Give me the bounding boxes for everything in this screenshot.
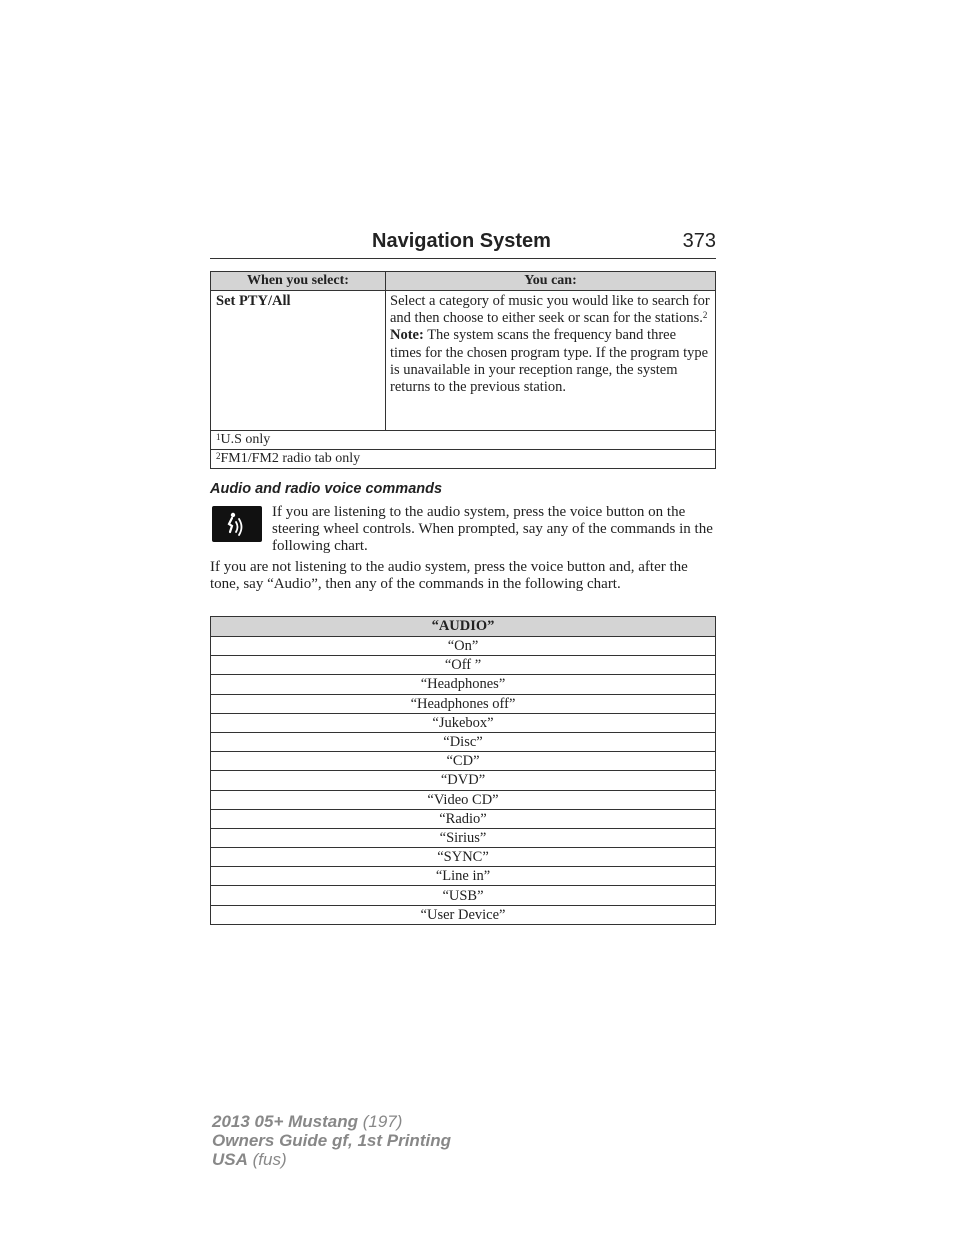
audio-command: “Headphones off” [211,694,716,713]
column-header-can: You can: [386,272,716,291]
audio-command: “User Device” [211,905,716,924]
audio-command: “Jukebox” [211,713,716,732]
footer-model-code: (197) [358,1112,403,1131]
footer-guide: Owners Guide gf, 1st Printing [212,1131,451,1150]
footnote-ref: 2 [702,310,708,321]
audio-header: “AUDIO” [211,617,716,637]
select-cell: Set PTY/All [211,291,386,431]
audio-command: “Sirius” [211,828,716,847]
table-row [211,771,716,790]
can-cell [386,291,716,431]
instruction-paragraph: If you are not listening to the audio system, press the voice button and, after the tone, say “Audio”, then any of the commands in the following chart. [210,559,688,592]
audio-command: “Headphones” [211,675,716,694]
footnote-2-text: FM1/FM2 radio tab only [220,451,361,466]
table-row [211,886,716,905]
table-row [211,694,716,713]
audio-command: “DVD” [211,771,716,790]
voice-command-icon [212,506,262,542]
table-row [211,752,716,771]
page-header [210,230,716,259]
audio-command: “USB” [211,886,716,905]
note-text: The system scans the frequency band three times for the chosen program type. If the program type is unavailable in your reception range, the system returns to the previous station. [390,327,709,396]
table-row [211,809,716,828]
column-header-select: When you select: [211,272,386,291]
audio-command: “CD” [211,752,716,771]
table-row [211,732,716,751]
table-row [211,713,716,732]
table-row [211,867,716,886]
table-row [211,828,716,847]
pty-table [210,271,716,469]
page-footer [212,1112,451,1169]
table-row [211,848,716,867]
audio-commands-table [210,616,716,925]
audio-command: “Line in” [211,867,716,886]
table-row [211,675,716,694]
footnote-1-mark: 1 [216,432,221,442]
audio-command: “On” [211,637,716,656]
audio-command: “SYNC” [211,848,716,867]
table-row [211,656,716,675]
audio-command: “Video CD” [211,790,716,809]
table-row [211,790,716,809]
footnote-2-mark: 2 [216,451,221,461]
footnote-1 [211,431,716,450]
page-title: Navigation System [372,230,551,252]
footnote-2 [211,450,716,469]
intro-paragraph: If you are listening to the audio system, press the voice button on the steering wheel controls. When prompted, say any of the commands in the following chart. [272,504,713,554]
footer-model: 2013 05+ Mustang [212,1112,358,1131]
section-title: Audio and radio voice commands [210,481,443,497]
footnote-1-text: U.S only [220,432,271,447]
footer-market: USA [212,1150,248,1169]
note-label: Note: [390,327,424,344]
page-number: 373 [682,230,716,252]
audio-command: “Disc” [211,732,716,751]
can-text: Select a category of music you would like to search for and then choose to either seek or scan for the stations. [390,293,710,327]
table-row [211,905,716,924]
audio-command: “Radio” [211,809,716,828]
audio-command: “Off ” [211,656,716,675]
table-row [211,637,716,656]
footer-market-code: (fus) [247,1150,287,1169]
